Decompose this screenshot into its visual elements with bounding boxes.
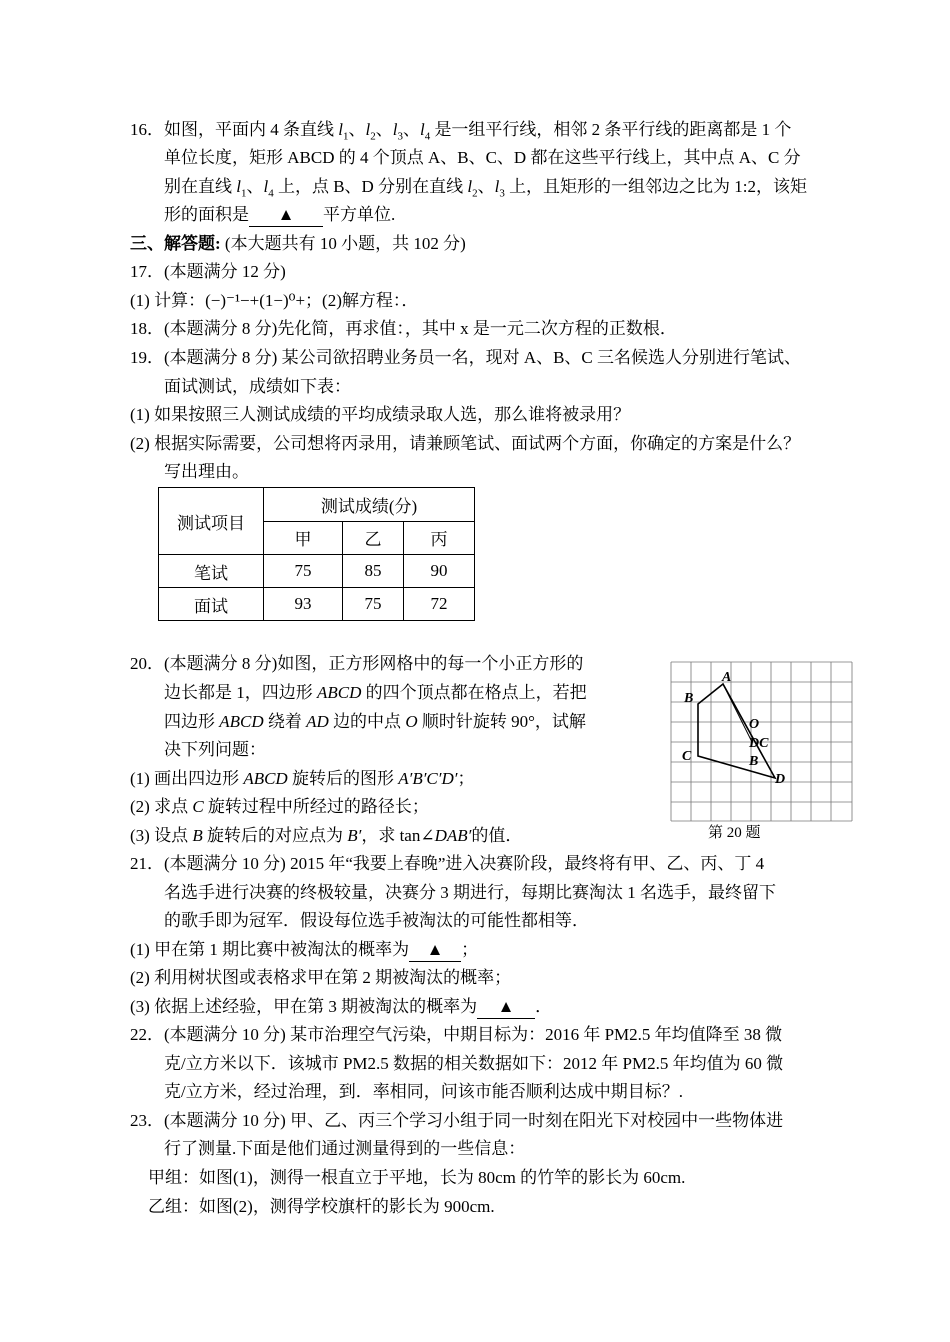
q20-line2: 边长都是 1，四边形 ABCD 的四个顶点都在格点上，若把 bbox=[164, 683, 587, 702]
q21-line1: 21．(本题满分 10 分) 2015 年“我要上春晚”进入决赛阶段，最终将有甲、乙、丙、丁 4 bbox=[130, 854, 765, 873]
q22-line2: 克/立方米以下．该城市 PM2.5 数据的相关数据如下：2012 年 PM2.5 年均值为 60 微 bbox=[164, 1054, 784, 1073]
row-label: 笔试 bbox=[159, 555, 264, 588]
q20-part3: (3) 设点 B 旋转后的对应点为 B′，求 tan∠DAB′的值． bbox=[130, 826, 523, 845]
diagonal-line bbox=[723, 684, 752, 742]
q23-line1: 23．(本题满分 10 分) 甲、乙、丙三个学习小组于同一时刻在阳光下对校园中一些物体进 bbox=[130, 1111, 784, 1130]
cell: 85 bbox=[343, 555, 404, 588]
q16-line2: 单位长度，矩形 ABCD 的 4 个顶点 A、B、C、D 都在这些平行线上，其中点 A、C 分 bbox=[164, 148, 801, 167]
q23-group-a: 甲组：如图(1)，测得一根直立于平地，长为 80cm 的竹竿的影长为 60cm. bbox=[148, 1168, 686, 1187]
q16-line4: 形的面积是 ▲ 平方单位. bbox=[164, 204, 395, 227]
q20-line4: 决下列问题： bbox=[164, 740, 266, 759]
col-header: 乙 bbox=[343, 521, 404, 555]
label-o: O bbox=[749, 717, 760, 732]
cell: 93 bbox=[264, 588, 343, 621]
table-group-header: 测试成绩(分) bbox=[264, 488, 475, 522]
cell: 75 bbox=[264, 555, 343, 588]
cell: 75 bbox=[343, 588, 404, 621]
q21-line2: 名选手进行决赛的终极较量，决赛分 3 期进行，每期比赛淘汰 1 名选手，最终留下 bbox=[164, 883, 776, 902]
label-a: A bbox=[722, 670, 732, 685]
label-c: C bbox=[682, 749, 692, 764]
q16-line1: 16．如图，平面内 4 条直线 $l_1$、$l_2$、$l_3$、$l_4$ 是一组平行线，相邻 2 条平行线的距离都是 1 个 bbox=[130, 120, 792, 143]
q21-part3: (3) 依据上述经验，甲在第 3 期被淘汰的概率为 ▲ ． bbox=[130, 996, 552, 1019]
cell: 90 bbox=[404, 555, 475, 588]
label-b: B bbox=[684, 691, 694, 706]
q22-line1: 22．(本题满分 10 分) 某市治理空气污染，中期目标为：2016 年 PM2.5 年均值降至 38 微 bbox=[130, 1025, 783, 1044]
label-dc: DC bbox=[749, 736, 769, 751]
label-b-prime: B bbox=[749, 754, 759, 769]
cell: 72 bbox=[404, 588, 475, 621]
section-heading: 三、解答题: (本大题共有 10 小题，共 102 分) bbox=[130, 234, 466, 253]
q16-line3: 别在直线 $l_1$、$l_4$ 上，点 B、D 分别在直线 $l_2$、$l_3$ 上，且矩形的一组邻边之比为 1:2，该矩 bbox=[164, 177, 808, 200]
q19-part2-cont: 写出理由。 bbox=[164, 462, 249, 481]
q19-part2: (2) 根据实际需要，公司想将丙录用，请兼顾笔试、面试两个方面，你确定的方案是什么？ bbox=[130, 434, 801, 453]
q18-line: 18．(本题满分 8 分)先化简，再求值：，其中 x 是一元二次方程的正数根． bbox=[130, 319, 677, 338]
col-header: 甲 bbox=[264, 521, 343, 555]
q19-part1: (1) 如果按照三人测试成绩的平均成绩录取人选，那么谁将被录用？ bbox=[130, 405, 631, 424]
answer-blank: ▲ bbox=[409, 939, 461, 962]
q23-line2: 行了测量.下面是他们通过测量得到的一些信息： bbox=[164, 1139, 526, 1158]
q20-line3: 四边形 ABCD 绕着 AD 边的中点 O 顺时针旋转 90°，试解 bbox=[164, 712, 586, 731]
score-table bbox=[158, 487, 475, 621]
answer-blank: ▲ bbox=[477, 996, 535, 1019]
table-row bbox=[159, 588, 475, 621]
row-label: 面试 bbox=[159, 588, 264, 621]
table-row bbox=[159, 555, 475, 588]
q17-head: 17．(本题满分 12 分) bbox=[130, 262, 286, 281]
q20-part2: (2) 求点 C 旋转过程中所经过的路径长； bbox=[130, 797, 429, 816]
answer-blank: ▲ bbox=[249, 204, 323, 227]
label-d: D bbox=[775, 772, 786, 787]
q19-line1: 19．(本题满分 8 分) 某公司欲招聘业务员一名，现对 A、B、C 三名候选人分别进行笔试、 bbox=[130, 348, 802, 367]
quadrilateral-abcd bbox=[698, 684, 775, 778]
q21-line3: 的歌手即为冠军．假设每位选手被淘汰的可能性都相等． bbox=[164, 911, 589, 930]
col-header: 丙 bbox=[404, 521, 475, 555]
q23-group-b: 乙组：如图(2)，测得学校旗杆的影长为 900cm. bbox=[148, 1197, 495, 1216]
grid-figure bbox=[668, 660, 856, 822]
table-corner: 测试项目 bbox=[159, 488, 264, 555]
q17-line: (1) 计算：(−)⁻¹−+(1−)⁰+；(2)解方程：． bbox=[130, 291, 419, 310]
q21-part1: (1) 甲在第 1 期比赛中被淘汰的概率为 ▲ ； bbox=[130, 939, 478, 962]
q20-line1: 20．(本题满分 8 分)如图，正方形网格中的每一个小正方形的 bbox=[130, 654, 584, 673]
q20-part1: (1) 画出四边形 ABCD 旋转后的图形 A′B′C′D′； bbox=[130, 769, 475, 788]
q21-part2: (2) 利用树状图或表格求甲在第 2 期被淘汰的概率； bbox=[130, 968, 512, 987]
figure-caption: 第 20 题 bbox=[708, 825, 761, 841]
q22-line3: 克/立方米，经过治理，到．率相同，问该市能否顺利达成中期目标？. bbox=[164, 1082, 683, 1101]
q19-line2: 面试测试，成绩如下表： bbox=[164, 377, 351, 396]
